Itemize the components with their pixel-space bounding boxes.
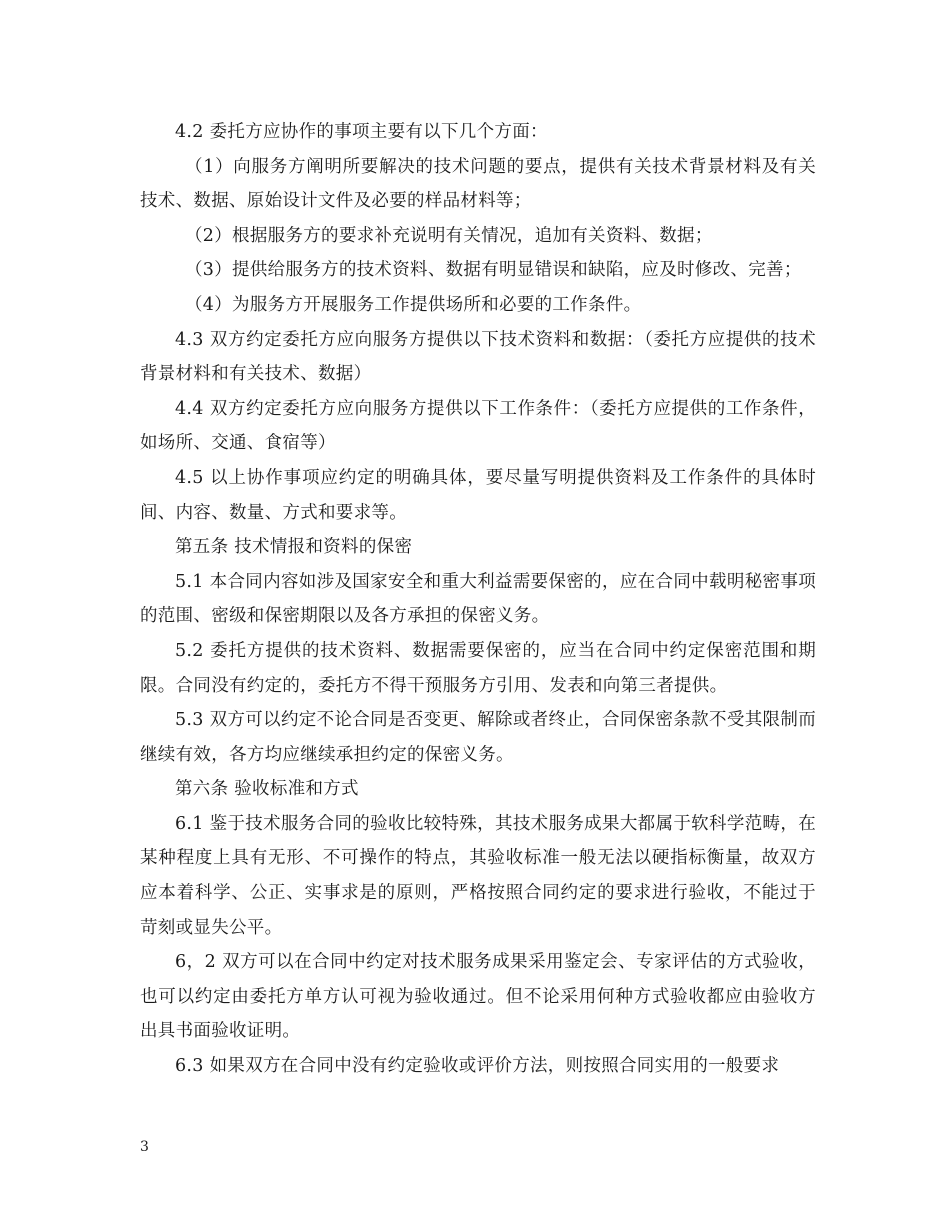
clause-6-3: 6.3 如果双方在合同中没有约定验收或评价方法，则按照合同实用的一般要求 <box>175 1056 780 1077</box>
clause-4-4: 4.4 双方约定委托方应向服务方提供以下工作条件：（委托方应提供的工作条件，如场所、交通、食宿等） <box>140 398 816 454</box>
clause-4-2: 4.2 委托方应协作的事项主要有以下几个方面： <box>175 122 548 142</box>
clause-4-3: 4.3 双方约定委托方应向服务方提供以下技术资料和数据：（委托方应提供的技术背景材料和有关技术、数据） <box>140 329 816 385</box>
clause-4-2-item-1: （1）向服务方阐明所要解决的技术问题的要点，提供有关技术背景材料及有关技术、数据、原始设计文件及必要的样品材料等； <box>140 156 816 212</box>
clause-4-2-item-4: （4）为服务方开展服务工作提供场所和必要的工作条件。 <box>185 294 642 315</box>
clause-4-2-item-3: （3）提供给服务方的技术资料、数据有明显错误和缺陷，应及时修改、完善； <box>185 260 802 281</box>
article-5-heading: 第五条 技术情报和资料的保密 <box>175 537 413 558</box>
clause-5-2: 5.2 委托方提供的技术资料、数据需要保密的，应当在合同中约定保密范围和期限。合同没有约定的，委托方不得干预服务方引用、发表和向第三者提供。 <box>140 640 816 696</box>
clause-4-5: 4.5 以上协作事项应约定的明确具体，要尽量写明提供资料及工作条件的具体时间、内容、数量、方式和要求等。 <box>140 467 816 523</box>
clause-4-2-item-2: （2）根据服务方的要求补充说明有关情况，追加有关资料、数据； <box>185 225 713 246</box>
clause-5-3: 5.3 双方可以约定不论合同是否变更、解除或者终止，合同保密条款不受其限制而继续有效，各方均应继续承担约定的保密义务。 <box>140 710 816 765</box>
page-number: 3 <box>140 1139 149 1155</box>
clause-6-1: 6.1 鉴于技术服务合同的验收比较特殊，其技术服务成果大都属于软科学范畴，在某种程度上具有无形、不可操作的特点，其验收标准一般无法以硬指标衡量，故双方应本着科学、公正、实事求是的原则，严格按照合同约定的要求进行验收，不能过于苛刻或显失公平。 <box>140 813 816 938</box>
document-body <box>140 115 816 1084</box>
clause-5-1: 5.1 本合同内容如涉及国家安全和重大利益需要保密的，应在合同中载明秘密事项的范围、密级和保密期限以及各方承担的保密义务。 <box>140 571 816 627</box>
clause-6-2: 6，2 双方可以在合同中约定对技术服务成果采用鉴定会、专家评估的方式验收，也可以约定由委托方单方认可视为验收通过。但不论采用何种方式验收都应由验收方出具书面验收证明。 <box>140 952 816 1042</box>
article-6-heading: 第六条 验收标准和方式 <box>175 779 359 800</box>
